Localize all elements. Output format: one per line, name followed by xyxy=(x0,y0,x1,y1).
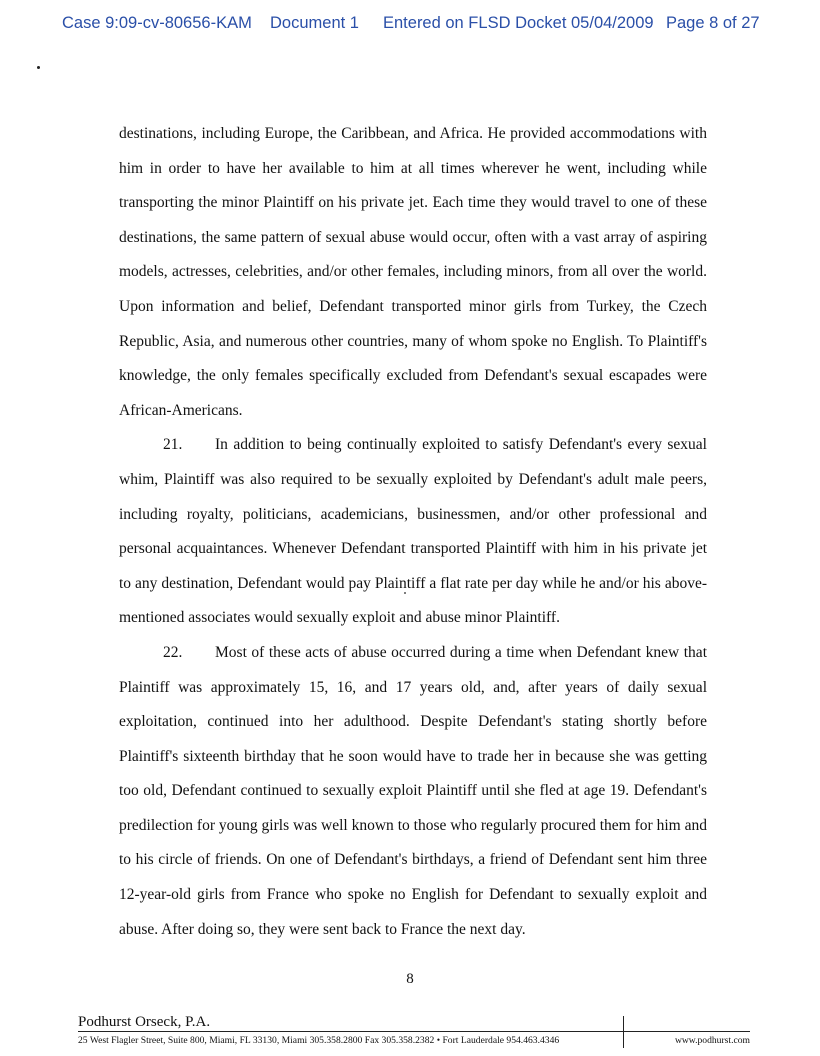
case-number: Case 9:09-cv-80656-KAM xyxy=(62,14,252,32)
scan-speck xyxy=(37,66,40,69)
page-number: 8 xyxy=(406,971,414,987)
paragraph-text: In addition to being continually exploited to satisfy Defendant's every sexual whim, Plaintiff was also required to be sexually exploited by Defendant's adult male peers, including royalty, politicians, academicians, businessmen, and/or other professional and personal acquaintances. Whenever Defendant transported Plaintiff with him in his private jet to any destination, Defendant would pay Plaintiff a flat rate per day while he and/or his above-mentioned associates would sexually exploit and abuse minor Plaintiff. xyxy=(119,436,707,627)
footer-firm-name: Podhurst Orseck, P.A. xyxy=(78,1014,211,1030)
docket-entry: Entered on FLSD Docket 05/04/2009 xyxy=(383,14,654,32)
footer-vertical-divider xyxy=(623,1016,624,1048)
page-count: Page 8 of 27 xyxy=(666,14,760,32)
footer-website: www.podhurst.com xyxy=(674,1035,750,1046)
footer-address: 25 West Flagler Street, Suite 800, Miami, FL 33130, Miami 305.358.2800 Fax 305.358.2382 • Fort Lauderdale 954.463.4346 xyxy=(78,1035,560,1046)
paragraph-21 xyxy=(119,428,707,636)
paragraph-22 xyxy=(119,636,707,947)
paragraph-number: 21. xyxy=(163,436,183,454)
footer-divider xyxy=(78,1031,750,1032)
document-number: Document 1 xyxy=(270,14,359,32)
paragraph-text: Most of these acts of abuse occurred during a time when Defendant knew that Plaintiff was approximately 15, 16, and 17 years old, and, after years of daily sexual exploitation, continued into her adulthood. Despite Defendant's stating shortly before Plaintiff's sixteenth birthday that he soon would have to trade her in because she was getting too old, Defendant continued to sexually exploit Plaintiff until she fled at age 19. Defendant's predilection for young girls was well known to those who regularly procured them for him and to his circle of friends. On one of Defendant's birthdays, a friend of Defendant sent him three 12-year-old girls from France who spoke no English for Defendant to sexually exploit and abuse. After doing so, they were sent back to France the next day. xyxy=(119,643,707,938)
paragraph-continued: destinations, including Europe, the Caribbean, and Africa. He provided accommodations with him in order to have her available to him at all times wherever he went, including while transporting the minor Plaintiff on his private jet. Each time they would travel to one of these destinations, the same pattern of sexual abuse would occur, often with a vast array of aspiring models, actresses, celebrities, and/or other females, including minors, from all over the world. Upon information and belief, Defendant transported minor girls from Turkey, the Czech Republic, Asia, and numerous other countries, many of whom spoke no English. To Plaintiff's knowledge, the only females specifically excluded from Defendant's sexual escapades were African-Americans. xyxy=(119,125,707,419)
document-body xyxy=(119,117,707,947)
paragraph-number: 22. xyxy=(163,643,183,661)
